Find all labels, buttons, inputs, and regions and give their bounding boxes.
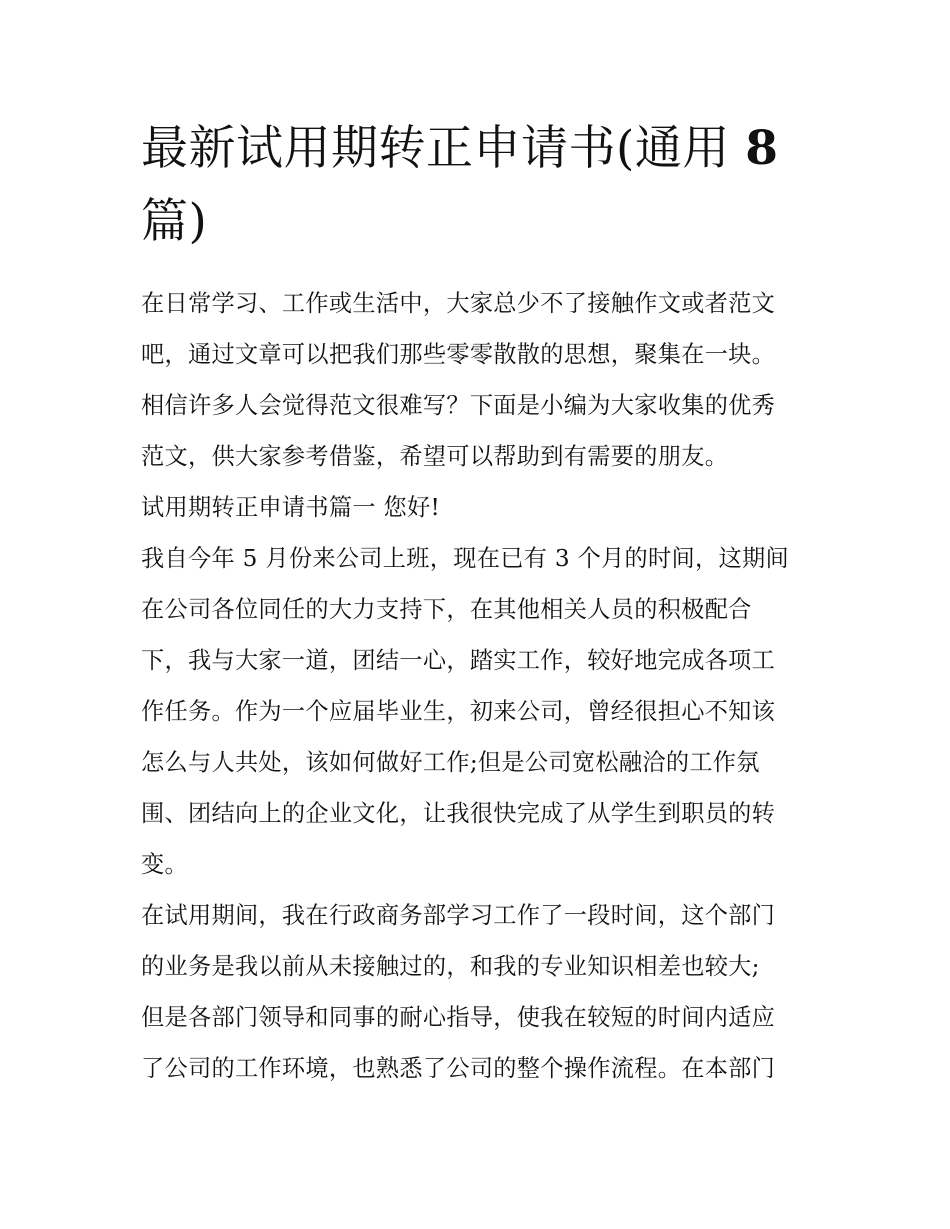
text-line: 作任务。作为一个应届毕业生，初来公司，曾经很担心不知该 (141, 698, 776, 725)
text-line: 了公司的工作环境，也熟悉了公司的整个操作流程。在本部门 (141, 1055, 776, 1082)
text-line: 怎么与人共处，该如何做好工作;但是公司宽松融洽的工作氛 (141, 749, 760, 776)
title-number: 8 (745, 121, 779, 176)
text-line: 但是各部门领导和同事的耐心指导，使我在较短的时间内适应 (141, 1004, 776, 1031)
text-line: 吧，通过文章可以把我们那些零零散散的思想，聚集在一块。 (141, 341, 776, 368)
title-text-line2: 篇) (141, 194, 208, 249)
title-text: 最新试用期转正申请书(通用 (141, 121, 746, 176)
text-line: 变。 (141, 851, 188, 878)
text-line: 下，我与大家一道，团结一心，踏实工作，较好地完成各项工 (141, 647, 776, 674)
text-line: 在公司各位同任的大力支持下，在其他相关人员的积极配合 (141, 596, 752, 623)
text-line: 我自今年 5 月份来公司上班，现在已有 3 个月的时间，这期间 (141, 545, 789, 572)
text-line: 在试用期间，我在行政商务部学习工作了一段时间，这个部门 (141, 902, 776, 929)
text-line: 围、团结向上的企业文化，让我很快完成了从学生到职员的转 (141, 800, 776, 827)
text-line: 范文，供大家参考借鉴，希望可以帮助到有需要的朋友。 (141, 443, 729, 470)
text-line: 在日常学习、工作或生活中，大家总少不了接触作文或者范文 (141, 290, 776, 317)
text-line: 的业务是我以前从未接触过的，和我的专业知识相差也较大; (141, 953, 760, 980)
section-heading: 试用期转正申请书篇一 您好! (141, 494, 441, 521)
document-title (141, 112, 821, 258)
document-body (141, 278, 816, 1094)
text-line: 相信许多人会觉得范文很难写？下面是小编为大家收集的优秀 (141, 392, 776, 419)
